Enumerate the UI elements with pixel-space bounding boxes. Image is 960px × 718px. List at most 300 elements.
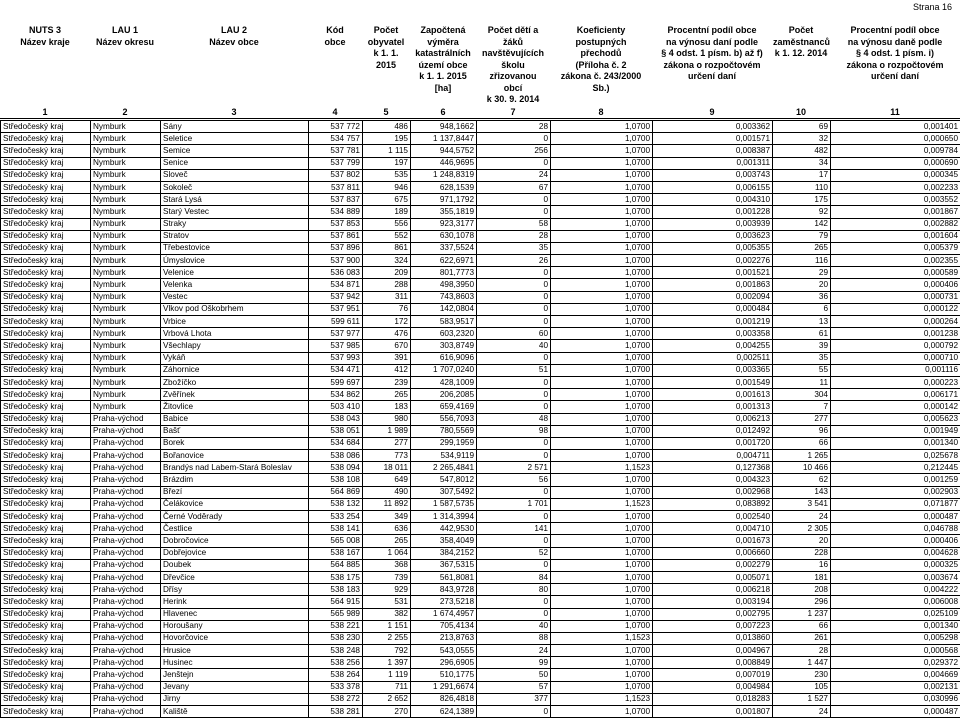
table-cell: Praha-východ (91, 559, 161, 571)
table-row (1, 547, 960, 559)
table-cell: Nymburk (91, 364, 161, 376)
table-cell: 0,001549 (653, 376, 773, 388)
table-row (1, 401, 960, 413)
table-cell: Nymburk (91, 157, 161, 169)
table-row (1, 681, 960, 693)
table-row (1, 364, 960, 376)
table-cell: 0,000487 (831, 706, 960, 718)
table-cell: 649 (363, 474, 411, 486)
column-header: Kód obce (308, 25, 362, 106)
table-cell: 213,8763 (411, 632, 477, 644)
table-cell: Praha-východ (91, 596, 161, 608)
table-cell: 0,005623 (831, 413, 960, 425)
table-cell: 28 (477, 230, 551, 242)
table-cell: Středočeský kraj (1, 303, 91, 315)
table-cell: 50 (477, 669, 551, 681)
table-cell: 538 230 (309, 632, 363, 644)
table-cell: 0,005298 (831, 632, 960, 644)
table-row (1, 328, 960, 340)
table-cell: 0,001673 (653, 535, 773, 547)
table-cell: Středočeský kraj (1, 486, 91, 498)
table-cell: 0,030996 (831, 693, 960, 705)
table-cell: 1,0700 (551, 364, 653, 376)
table-cell: 1,1523 (551, 632, 653, 644)
table-cell: 0,000792 (831, 340, 960, 352)
table-cell: 55 (773, 364, 831, 376)
table-cell: 0,025109 (831, 608, 960, 620)
table-cell: Středočeský kraj (1, 133, 91, 145)
table-cell: Středočeský kraj (1, 145, 91, 157)
table-cell: 0 (477, 194, 551, 206)
table-cell: 948,1662 (411, 121, 477, 133)
table-cell: 599 697 (309, 376, 363, 388)
table-cell: 105 (773, 681, 831, 693)
table-cell: Středočeský kraj (1, 206, 91, 218)
table-cell: 0,002276 (653, 255, 773, 267)
table-cell: 0,006218 (653, 584, 773, 596)
table-cell: 622,6971 (411, 255, 477, 267)
column-header: Procentní podíl obce na výnosu daní podle § 4 odst. 1 písm. b) až f) zákona o rozpočtovém určení daní (652, 25, 772, 106)
table-cell: Nymburk (91, 145, 161, 157)
table-cell: 0,012492 (653, 425, 773, 437)
table-cell: 537 900 (309, 255, 363, 267)
table-cell: 34 (773, 157, 831, 169)
table-cell: Středočeský kraj (1, 291, 91, 303)
table-cell: 0,004222 (831, 584, 960, 596)
table-cell: 1,0700 (551, 523, 653, 535)
table-cell: Nymburk (91, 328, 161, 340)
table-cell: 446,9695 (411, 157, 477, 169)
table-cell: 26 (477, 255, 551, 267)
column-number: 9 (652, 106, 772, 118)
table-cell: 534,9119 (411, 450, 477, 462)
table-cell: 531 (363, 596, 411, 608)
table-cell: 1,0700 (551, 181, 653, 193)
table-cell: Třebestovice (161, 242, 309, 254)
table-cell: 0,001720 (653, 437, 773, 449)
table-cell: Nymburk (91, 133, 161, 145)
table-row (1, 523, 960, 535)
table-cell: 57 (477, 681, 551, 693)
table-cell: Zvěřínek (161, 389, 309, 401)
table-cell: Bořanovice (161, 450, 309, 462)
table-cell: 1 064 (363, 547, 411, 559)
table-cell: 32 (773, 133, 831, 145)
table-cell: Praha-východ (91, 608, 161, 620)
column-header: Koeficienty postupných přechodů (Příloha č. 2 zákona č. 243/2000 Sb.) (550, 25, 652, 106)
table-row (1, 242, 960, 254)
table-cell: 0,005355 (653, 242, 773, 254)
table-cell: 0,000484 (653, 303, 773, 315)
table-cell: Praha-východ (91, 486, 161, 498)
table-row (1, 230, 960, 242)
table-cell: 861 (363, 242, 411, 254)
table-cell: 1,0700 (551, 206, 653, 218)
table-cell: 538 051 (309, 425, 363, 437)
table-cell: 0,005071 (653, 571, 773, 583)
table-cell: 0 (477, 511, 551, 523)
table-cell: 299,1959 (411, 437, 477, 449)
table-cell: 10 466 (773, 462, 831, 474)
table-cell: Praha-východ (91, 535, 161, 547)
table-cell: Středočeský kraj (1, 657, 91, 669)
table-cell: Hrusice (161, 645, 309, 657)
table-cell: Sány (161, 121, 309, 133)
table-cell: 1,1523 (551, 462, 653, 474)
table-cell: 0,006008 (831, 596, 960, 608)
table-cell: 1,0700 (551, 425, 653, 437)
table-cell: Borek (161, 437, 309, 449)
column-header: Počet obyvatel k 1. 1. 2015 (362, 25, 410, 106)
table-cell: 17 (773, 169, 831, 181)
table-cell: 537 951 (309, 303, 363, 315)
table-row (1, 194, 960, 206)
table-cell: 538 108 (309, 474, 363, 486)
table-cell: Nymburk (91, 242, 161, 254)
table-cell: 1,0700 (551, 279, 653, 291)
table-cell: 0 (477, 316, 551, 328)
table-cell: 0,083892 (653, 498, 773, 510)
table-cell: 0,013860 (653, 632, 773, 644)
table-cell: 1,0700 (551, 291, 653, 303)
table-cell: Stará Lysá (161, 194, 309, 206)
table-cell: 24 (773, 511, 831, 523)
table-cell: 0,001116 (831, 364, 960, 376)
table-cell: 277 (773, 413, 831, 425)
table-cell: Brandýs nad Labem-Stará Boleslav (161, 462, 309, 474)
table-cell: 0,000345 (831, 169, 960, 181)
table-cell: 537 772 (309, 121, 363, 133)
table-cell: 99 (477, 657, 551, 669)
table-cell: 537 942 (309, 291, 363, 303)
table-cell: 0,002355 (831, 255, 960, 267)
table-cell: 66 (773, 437, 831, 449)
table-cell: 1,1523 (551, 693, 653, 705)
table-cell: Sloveč (161, 169, 309, 181)
table-cell: 0 (477, 437, 551, 449)
table-cell: 1,0700 (551, 571, 653, 583)
table-cell: 261 (773, 632, 831, 644)
table-cell: 1,0700 (551, 584, 653, 596)
table-cell: 0,000406 (831, 279, 960, 291)
table-cell: 538 221 (309, 620, 363, 632)
table-cell: 98 (477, 425, 551, 437)
column-headers (0, 25, 960, 106)
table-cell: 0,000487 (831, 511, 960, 523)
table-cell: 142,0804 (411, 303, 477, 315)
table-cell: 0,008387 (653, 145, 773, 157)
table-cell: Středočeský kraj (1, 181, 91, 193)
table-cell: 1 248,8319 (411, 169, 477, 181)
table-cell: 0,001219 (653, 316, 773, 328)
table-cell: 0,001238 (831, 328, 960, 340)
table-cell: 40 (477, 340, 551, 352)
table-cell: 0,001259 (831, 474, 960, 486)
column-header: Počet zaměstnanců k 1. 12. 2014 (772, 25, 830, 106)
table-cell: 0,000690 (831, 157, 960, 169)
table-cell: 273,5218 (411, 596, 477, 608)
table-cell: 1,0700 (551, 450, 653, 462)
table-cell: 3 541 (773, 498, 831, 510)
table-cell: Středočeský kraj (1, 669, 91, 681)
table-row (1, 571, 960, 583)
table-cell: 1,0700 (551, 706, 653, 718)
table-cell: 0,004310 (653, 194, 773, 206)
table-cell: 0,002540 (653, 511, 773, 523)
table-cell: 543,0555 (411, 645, 477, 657)
table-cell: 705,4134 (411, 620, 477, 632)
table-row (1, 559, 960, 571)
table-cell: Všechlapy (161, 340, 309, 352)
table-cell: Středočeský kraj (1, 413, 91, 425)
table-cell: Semice (161, 145, 309, 157)
table-cell: 0,004711 (653, 450, 773, 462)
table-cell: 1,0700 (551, 669, 653, 681)
table-row (1, 693, 960, 705)
table-cell: 239 (363, 376, 411, 388)
table-cell: Velenka (161, 279, 309, 291)
table-cell: 0 (477, 157, 551, 169)
table-row (1, 535, 960, 547)
table-cell: 980 (363, 413, 411, 425)
table-cell: 13 (773, 316, 831, 328)
table-cell: Praha-východ (91, 620, 161, 632)
table-cell: 538 175 (309, 571, 363, 583)
table-cell: Čelákovice (161, 498, 309, 510)
table-cell: 0,018283 (653, 693, 773, 705)
table-row (1, 303, 960, 315)
table-cell: 0,071877 (831, 498, 960, 510)
table-cell: Nymburk (91, 121, 161, 133)
table-row (1, 511, 960, 523)
table-cell: Středočeský kraj (1, 474, 91, 486)
table-cell: 324 (363, 255, 411, 267)
table-cell: 564 915 (309, 596, 363, 608)
table-cell: 228 (773, 547, 831, 559)
table-cell: 0,000325 (831, 559, 960, 571)
column-header: LAU 1 Název okresu (90, 25, 160, 106)
table-cell: 303,8749 (411, 340, 477, 352)
table-cell: Jenštejn (161, 669, 309, 681)
table-cell: Středočeský kraj (1, 279, 91, 291)
table-cell: 391 (363, 352, 411, 364)
table-cell: 1,0700 (551, 340, 653, 352)
table-row (1, 413, 960, 425)
table-cell: Nymburk (91, 291, 161, 303)
table-cell: 2 265,4841 (411, 462, 477, 474)
table-cell: 0,000568 (831, 645, 960, 657)
table-cell: 110 (773, 181, 831, 193)
table-cell: 76 (363, 303, 411, 315)
table-cell: 538 281 (309, 706, 363, 718)
table-cell: 1,0700 (551, 401, 653, 413)
table-cell: 2 305 (773, 523, 831, 535)
table-cell: 1,0700 (551, 681, 653, 693)
table-cell: Středočeský kraj (1, 401, 91, 413)
table-cell: 923,3177 (411, 218, 477, 230)
table-cell: Středočeský kraj (1, 425, 91, 437)
table-cell: Dřevčice (161, 571, 309, 583)
table-cell: 0,003365 (653, 364, 773, 376)
table-cell: Straky (161, 218, 309, 230)
table-cell: 51 (477, 364, 551, 376)
table-cell: Nymburk (91, 340, 161, 352)
table-cell: 296,6905 (411, 657, 477, 669)
table-cell: 780,5569 (411, 425, 477, 437)
table-cell: 175 (773, 194, 831, 206)
table-row (1, 486, 960, 498)
table-cell: Nymburk (91, 169, 161, 181)
table-cell: 534 871 (309, 279, 363, 291)
table-cell: 0,001867 (831, 206, 960, 218)
table-cell: Praha-východ (91, 474, 161, 486)
table-cell: 476 (363, 328, 411, 340)
table-cell: 7 (773, 401, 831, 413)
table-cell: 0,002903 (831, 486, 960, 498)
table-cell: 743,8603 (411, 291, 477, 303)
table-cell: 1,0700 (551, 121, 653, 133)
table-cell: 35 (477, 242, 551, 254)
table-cell: 265 (773, 242, 831, 254)
table-cell: 29 (773, 267, 831, 279)
table-cell: Bašť (161, 425, 309, 437)
table-cell: 384,2152 (411, 547, 477, 559)
table-cell: 0,002795 (653, 608, 773, 620)
table-cell: 442,9530 (411, 523, 477, 535)
table-row (1, 145, 960, 157)
table-cell: Doubek (161, 559, 309, 571)
table-cell: 1,0700 (551, 267, 653, 279)
table-cell: 1,1523 (551, 498, 653, 510)
table-cell: 510,1775 (411, 669, 477, 681)
table-cell: 0,008849 (653, 657, 773, 669)
table-cell: 0,006660 (653, 547, 773, 559)
table-row (1, 620, 960, 632)
table-cell: 1,0700 (551, 535, 653, 547)
table-cell: 1,0700 (551, 376, 653, 388)
table-cell: 367,5315 (411, 559, 477, 571)
table-cell: 0,000710 (831, 352, 960, 364)
table-cell: 28 (773, 645, 831, 657)
table-cell: 28 (477, 121, 551, 133)
table-cell: 0,127368 (653, 462, 773, 474)
table-cell: 0,004967 (653, 645, 773, 657)
table-cell: 0,001521 (653, 267, 773, 279)
table-cell: 0,000264 (831, 316, 960, 328)
table-cell: Středočeský kraj (1, 157, 91, 169)
table-row (1, 669, 960, 681)
table-cell: 1,0700 (551, 608, 653, 620)
table-row (1, 340, 960, 352)
table-cell: Středočeský kraj (1, 596, 91, 608)
table-row (1, 450, 960, 462)
table-cell: 1,0700 (551, 316, 653, 328)
table-cell: 208 (773, 584, 831, 596)
table-cell: Nymburk (91, 181, 161, 193)
table-cell: Čestlice (161, 523, 309, 535)
table-cell: 0,000142 (831, 401, 960, 413)
table-row (1, 437, 960, 449)
table-cell: Praha-východ (91, 632, 161, 644)
table-cell: 503 410 (309, 401, 363, 413)
table-cell: 603,2320 (411, 328, 477, 340)
table-cell: 0 (477, 559, 551, 571)
table-cell: 67 (477, 181, 551, 193)
table-cell: Středočeský kraj (1, 559, 91, 571)
table-cell: 80 (477, 584, 551, 596)
table-cell: Praha-východ (91, 450, 161, 462)
table-cell: Středočeský kraj (1, 450, 91, 462)
table-cell: Jirny (161, 693, 309, 705)
table-cell: Seletice (161, 133, 309, 145)
table-cell: 538 167 (309, 547, 363, 559)
table-cell: 183 (363, 401, 411, 413)
table-row (1, 267, 960, 279)
table-cell: 1,0700 (551, 242, 653, 254)
table-cell: 826,4818 (411, 693, 477, 705)
table-cell: 0,003362 (653, 121, 773, 133)
column-number: 5 (362, 106, 410, 118)
table-cell: 1 447 (773, 657, 831, 669)
table-cell: 711 (363, 681, 411, 693)
table-row (1, 498, 960, 510)
table-cell: 61 (773, 328, 831, 340)
table-cell: Praha-východ (91, 437, 161, 449)
table-row (1, 206, 960, 218)
table-cell: 48 (477, 413, 551, 425)
table-cell: 971,1792 (411, 194, 477, 206)
table-cell: 0,004984 (653, 681, 773, 693)
table-cell: 537 853 (309, 218, 363, 230)
table-cell: 0,003552 (831, 194, 960, 206)
table-cell: 92 (773, 206, 831, 218)
table-cell: 537 896 (309, 242, 363, 254)
table-cell: 1,0700 (551, 645, 653, 657)
table-row (1, 291, 960, 303)
table-cell: Praha-východ (91, 584, 161, 596)
table-cell: 0,002094 (653, 291, 773, 303)
table-cell: 58 (477, 218, 551, 230)
table-cell: 0 (477, 450, 551, 462)
table-cell: Dobřejovice (161, 547, 309, 559)
table-cell: 24 (477, 169, 551, 181)
table-cell: 1 397 (363, 657, 411, 669)
table-row (1, 632, 960, 644)
table-cell: 538 043 (309, 413, 363, 425)
table-cell: Stratov (161, 230, 309, 242)
table-cell: 1,0700 (551, 194, 653, 206)
table-cell: 1 314,3994 (411, 511, 477, 523)
table-row (1, 645, 960, 657)
table-cell: 490 (363, 486, 411, 498)
column-header: Počet dětí a žáků navštěvujících školu zřizovanou obcí k 30. 9. 2014 (476, 25, 550, 106)
table-cell: 428,1009 (411, 376, 477, 388)
table-cell: 0,004669 (831, 669, 960, 681)
table-cell: Nymburk (91, 279, 161, 291)
table-cell: 537 811 (309, 181, 363, 193)
table-cell: 16 (773, 559, 831, 571)
table-cell: 1,0700 (551, 133, 653, 145)
table-cell: Vlkov pod Oškobrhem (161, 303, 309, 315)
header-separator (0, 118, 960, 119)
table-cell: Středočeský kraj (1, 571, 91, 583)
table-cell: 599 611 (309, 316, 363, 328)
table-cell: Středočeský kraj (1, 632, 91, 644)
table-cell: 564 869 (309, 486, 363, 498)
table-cell: 0,001313 (653, 401, 773, 413)
table-cell: 116 (773, 255, 831, 267)
table-cell: 675 (363, 194, 411, 206)
